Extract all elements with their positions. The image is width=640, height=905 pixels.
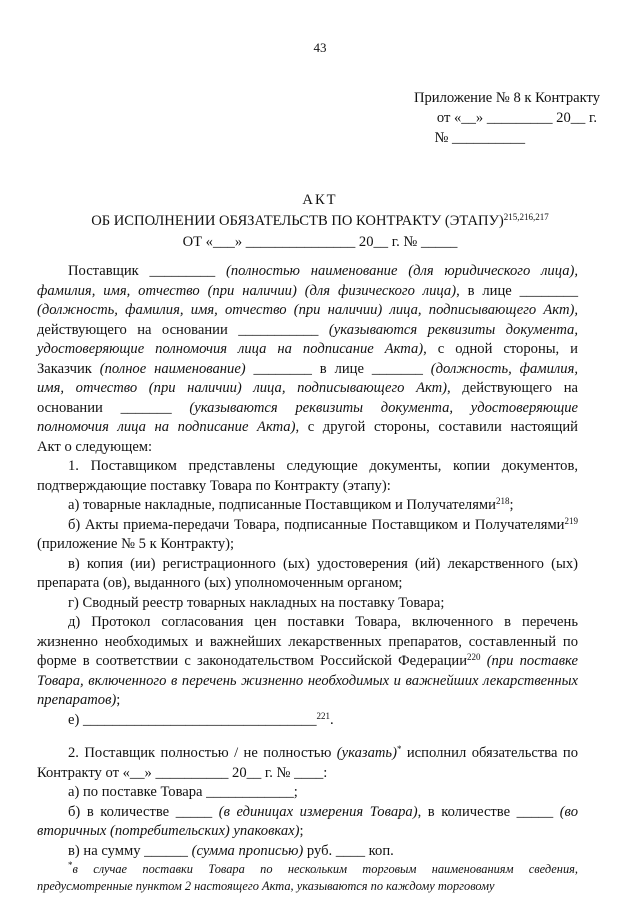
section-1-item-e: е) ________________________________$^{221}$. bbox=[68, 710, 334, 728]
appendix-title: Приложение № 8 к Контракту bbox=[413, 90, 600, 106]
footnote-ref: 219 bbox=[564, 515, 578, 526]
footnote-ref: * bbox=[396, 744, 402, 754]
section-1-intro: 1. Поставщиком представлены следующие документы, копии документов, подтверждающие поставку Товара по Контракту (этапу): bbox=[37, 458, 578, 494]
footnote-mark: * bbox=[68, 860, 73, 870]
preamble bbox=[37, 262, 578, 457]
preamble-line: Заказчик (полное наименование) ________ в лице _______ (должность, фамилия, bbox=[37, 360, 578, 377]
act-subtitle: ОБ ИСПОЛНЕНИИ ОБЯЗАТЕЛЬСТВ ПО КОНТРАКТУ (ЭТАПУ)$^{215,216,217}$ bbox=[91, 212, 549, 229]
act-heading bbox=[0, 190, 640, 253]
act-title: АКТ bbox=[302, 192, 338, 208]
act-date-line: ОТ «___» _______________ 20__ г. № _____ bbox=[182, 234, 458, 250]
section-2-item-b: б) в количестве _____ (в единицах измерения Товара), в количестве _____ (во вторичных (потребительских) упаковках); bbox=[37, 803, 578, 839]
footnote: *в случае поставки Товара по нескольким торговым наименованиям сведения, предусмотренные пунктом 2 настоящего Акта, указываются по каждому торговому bbox=[37, 860, 578, 893]
page-number: 43 bbox=[313, 40, 327, 55]
section-1-item-a: а) товарные накладные, подписанные Поставщиком и Получателями$^{218}$; bbox=[68, 496, 514, 513]
footnote-ref: 220 bbox=[467, 652, 481, 662]
act-body bbox=[37, 262, 578, 895]
preamble-line: основании _______ (указываются реквизиты документа, удостоверяющие bbox=[37, 399, 578, 416]
section-1-item-b: б) Акты приема-передачи Товара, подписанные Поставщиком и Получателями$^{219}$ (приложение № 5 к Контракту); bbox=[37, 515, 578, 552]
appendix-date: от «__» _________ 20__ г. bbox=[436, 110, 597, 126]
section-2-item-v: в) на сумму ______ (сумма прописью) руб. ____ коп. bbox=[68, 842, 394, 859]
appendix-reference bbox=[360, 88, 600, 148]
preamble-line: Поставщик _________ (полностью наименование (для юридического лица), bbox=[68, 263, 579, 279]
preamble-line: (должность, фамилия, имя, отчество (при наличии) лица, подписывающего Акт), bbox=[37, 302, 578, 318]
section-1-item-d: д) Протокол согласования цен поставки Товара, включенного в перечень жизненно необходимых и важнейших лекарственных препаратов, составленный по форме в соответствии с законодательством Российской Федерации$^{220}$ (при поставке Товара, включенного в перечень жизненно необходимых и важнейших лекарственных препаратов); bbox=[37, 614, 578, 708]
section-1-item-v: в) копия (ии) регистрационного (ых) удостоверения (ий) лекарственного (ых) препарата (ов), выданного (ых) уполномоченным органом; bbox=[37, 555, 578, 591]
footnote-ref: 221 bbox=[316, 710, 330, 721]
section-2-item-a: а) по поставке Товара ____________; bbox=[68, 784, 298, 800]
footnote-ref: 215,216,217 bbox=[503, 212, 549, 222]
section-2-intro: 2. Поставщик полностью / не полностью (указать)* исполнил обязательства по Контракту от «__» __________ 20__ г. № ____: bbox=[37, 744, 578, 781]
preamble-line: полномочия лица на подписание Акта), с другой стороны, составили настоящий bbox=[37, 419, 578, 435]
appendix-number: № __________ bbox=[434, 130, 525, 146]
preamble-line: Акт о следующем: bbox=[37, 438, 153, 455]
preamble-line: удостоверяющие полномочия лица на подписание Акта), с одной стороны, и bbox=[37, 341, 578, 357]
preamble-line: фамилия, имя, отчество (при наличии) (для физического лица), в лице ________ bbox=[37, 282, 578, 299]
footnote-ref: 218 bbox=[495, 496, 510, 506]
preamble-line: имя, отчество (при наличии) лица, подписывающего Акт), действующего на bbox=[37, 380, 578, 396]
preamble-line: действующего на основании ___________ (указываются реквизиты документа, bbox=[37, 321, 578, 338]
section-1-item-g: г) Сводный реестр товарных накладных на поставку Товара; bbox=[68, 594, 445, 611]
